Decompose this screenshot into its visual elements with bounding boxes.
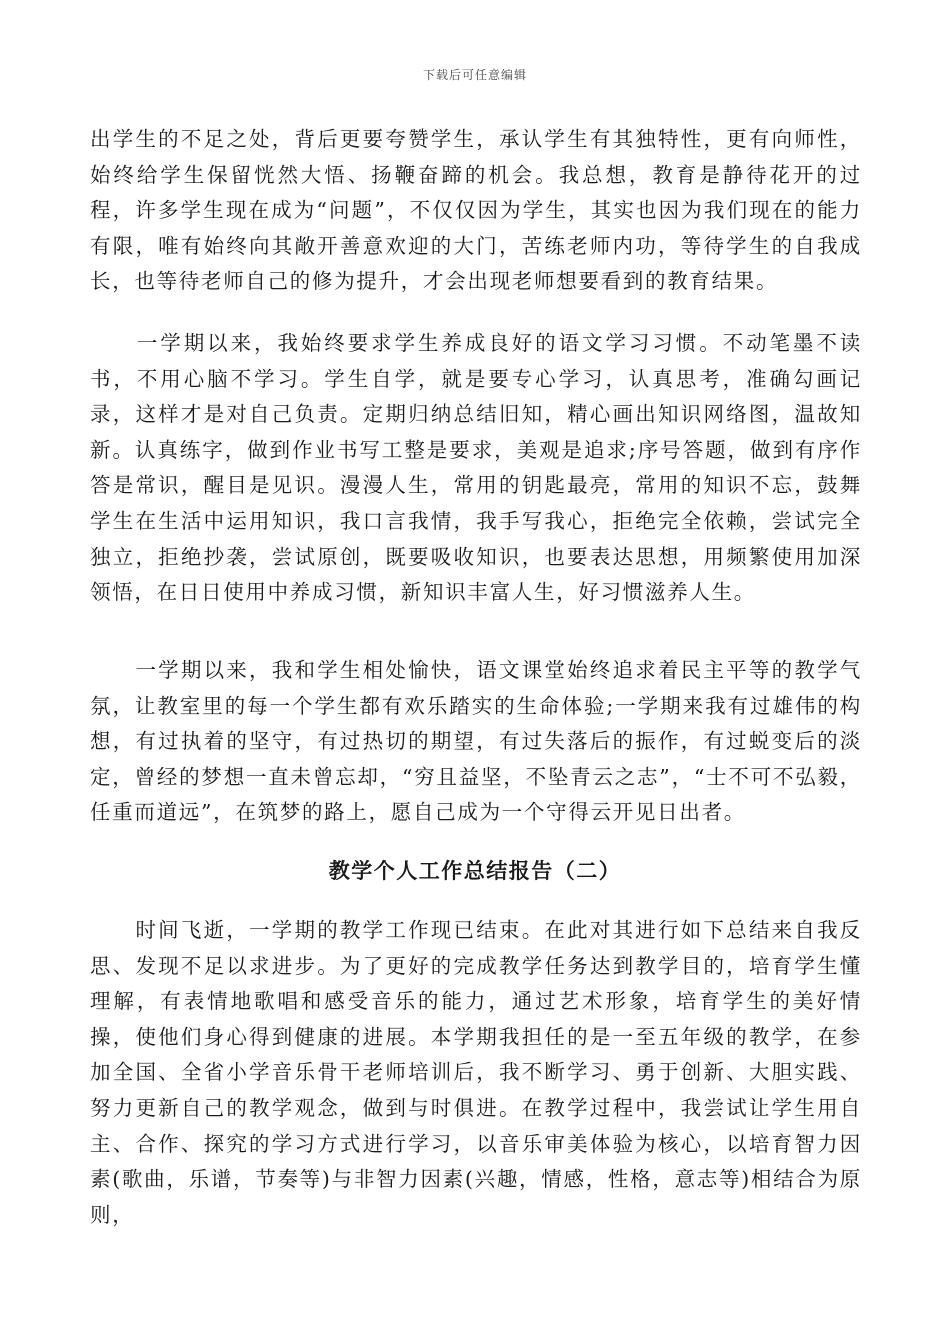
paragraph-3: 一学期以来，我和学生相处愉快，语文课堂始终追求着民主平等的教学气氛，让教室里的每一个学生都有欢乐踏实的生命体验;一学期来我有过雄伟的构想，有过执着的坚守，有过热切的期望，有过失落后的振作，有过蜕变后的淡定，曾经的梦想一直未曾忘却，“穷且益坚，不坠青云之志”，“士不可不弘毅，任重而道远”，在筑梦的路上，愿自己成为一个守得云开见日出者。 [90,658,862,825]
paragraph-4: 时间飞逝，一学期的教学工作现已结束。在此对其进行如下总结来自我反思、发现不足以求进步。为了更好的完成教学任务达到教学目的，培育学生懂理解，有表情地歌唱和感受音乐的能力，通过艺术形象，培育学生的美好情操，使他们身心得到健康的进展。本学期我担任的是一至五年级的教学，在参加全国、全省小学音乐骨干老师培训后，我不断学习、勇于创新、大胆实践、努力更新自己的教学观念，做到与时俱进。在教学过程中，我尝试让学生用自主、合作、探究的学习方式进行学习，以音乐审美体验为核心，以培育智力因素(歌曲，乐谱，节奏等)与非智力因素(兴趣，情感，性格，意志等)相结合为原则， [90,918,862,1227]
section-heading: 教学个人工作总结报告（二） [328,859,622,883]
paragraph-2: 一学期以来，我始终要求学生养成良好的语文学习习惯。不动笔墨不读书，不用心脑不学习。学生自学，就是要专心学习，认真思考，准确勾画记录，这样才是对自己负责。定期归纳总结旧知，精心画出知识网络图，温故知新。认真练字，做到作业书写工整是要求，美观是追求;序号答题，做到有序作答是常识，醒目是见识。漫漫人生，常用的钥匙最亮，常用的知识不忘，鼓舞学生在生活中运用知识，我口言我情，我手写我心，拒绝完全依赖，尝试完全独立，拒绝抄袭，尝试原创，既要吸收知识，也要表达思想，用频繁使用加深领悟，在日日使用中养成习惯，新知识丰富人生，好习惯滋养人生。 [90,331,862,605]
page-header: 下载后可任意编辑 [422,68,527,82]
paragraph-1: 出学生的不足之处，背后更要夸赞学生，承认学生有其独特性，更有向师性，始终给学生保留恍然大悟、扬鞭奋蹄的机会。我总想，教育是静待花开的过程，许多学生现在成为“问题”，不仅仅因为学生，其实也因为我们现在的能力有限，唯有始终向其敞开善意欢迎的大门，苦练老师内功，等待学生的自我成长，也等待老师自己的修为提升，才会出现老师想要看到的教育结果。 [90,127,862,294]
